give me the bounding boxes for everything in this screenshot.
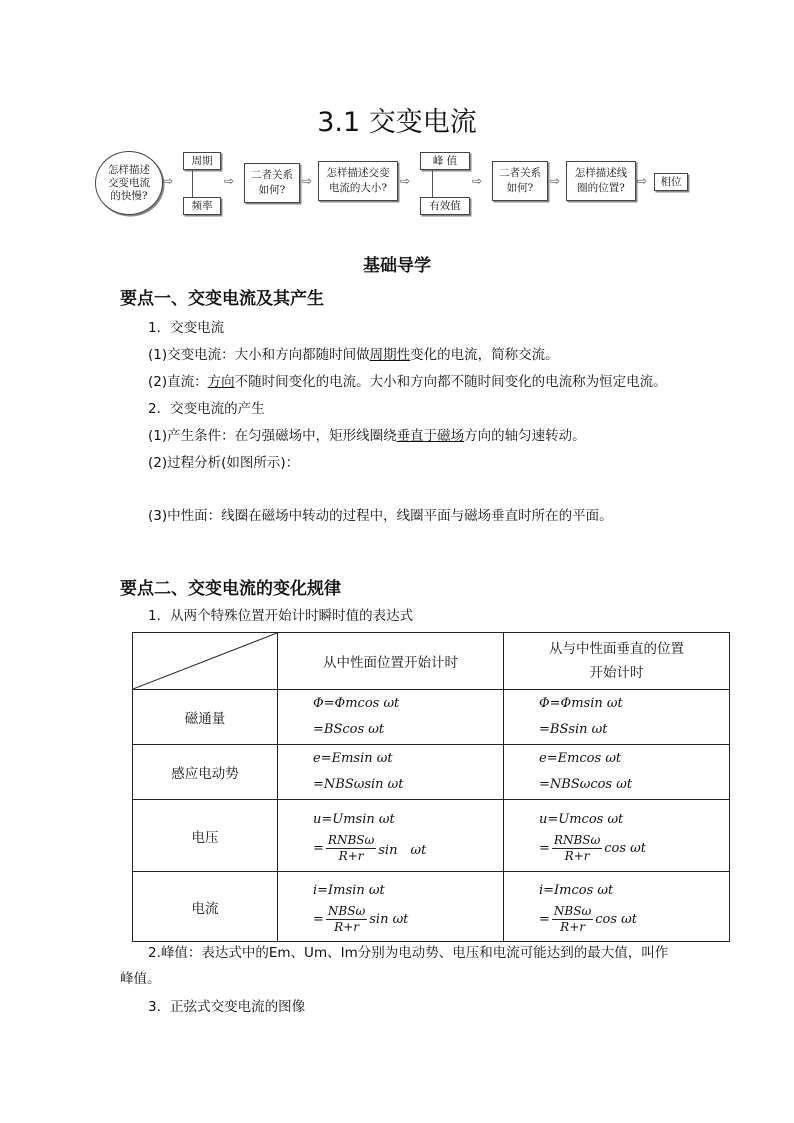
point1-heading: 要点一、交变电流及其产生 [120, 289, 324, 309]
point2-s2-a: 2.峰值：表达式中的Em、Um、Im分别为电动势、电压和电流可能达到的最大值，叫作 [148, 945, 669, 961]
point1-s1-1: (1)交变电流：大小和方向都随时间做周期性变化的电流，简称交流。 [148, 347, 559, 363]
point2-s1: 1．从两个特殊位置开始计时瞬时值的表达式 [148, 608, 414, 624]
arrow-icon: ⇨ [163, 174, 174, 188]
map-effective: 有效值 [420, 197, 470, 215]
diagonal-line [133, 633, 277, 689]
point1-s1-2: (2)直流：方向不随时间变化的电流。大小和方向都不随时间变化的电流称为恒定电流。 [148, 374, 667, 390]
diagonal-header-cell [133, 633, 278, 690]
page-title: 3.1 交变电流 [317, 107, 477, 138]
formula-cell: e=Emsin ωt =NBSωsin ωt [278, 745, 504, 800]
formula-cell: e=Emcos ωt =NBSωcos ωt [504, 745, 730, 800]
point1-s2-1: (1)产生条件：在匀强磁场中，矩形线圈绕垂直于磁场方向的轴匀速转动。 [148, 428, 586, 444]
point2-s3: 3．正弦式交变电流的图像 [148, 999, 306, 1015]
formula-cell: Φ=Φmsin ωt =BSsin ωt [504, 690, 730, 745]
arrow-icon: ⇨ [400, 174, 411, 188]
arrow-icon: ⇨ [302, 174, 313, 188]
map-period: 周期 [183, 152, 221, 170]
table-row [133, 690, 730, 745]
map-phase: 相位 [654, 173, 688, 191]
point1-s2-2: (2)过程分析(如图所示)： [148, 455, 300, 471]
col-header-perpendicular: 从与中性面垂直的位置 开始计时 [504, 633, 730, 690]
arrow-icon: ⇨ [637, 174, 648, 188]
col-header-neutral: 从中性面位置开始计时 [278, 633, 504, 690]
point1-s2: 2．交变电流的产生 [148, 401, 265, 417]
point1-s2-3: (3)中性面：线圈在磁场中转动的过程中，线圈平面与磁场垂直时所在的平面。 [148, 508, 613, 524]
map-relation-2: 二者关系如何? [492, 161, 548, 201]
map-start-node: 怎样描述交变电流的快慢? [95, 151, 163, 215]
map-position-question: 怎样描述线圈的位置? [566, 161, 636, 201]
table-row [133, 800, 730, 872]
arrow-icon: ⇨ [472, 174, 483, 188]
map-size-question: 怎样描述交变电流的大小? [318, 161, 398, 201]
point2-s2-b: 峰值。 [120, 971, 161, 987]
arrow-icon: ⇨ [550, 174, 561, 188]
bracket-line [432, 169, 433, 197]
row-label: 感应电动势 [133, 745, 278, 800]
formula-cell: Φ=Φmcos ωt =BScos ωt [278, 690, 504, 745]
map-relation-1: 二者关系如何? [244, 163, 300, 203]
formula-cell: i=Imsin ωt = $\frac{\text{NBSω}}{R+r}$ sin ωt [278, 872, 504, 942]
map-peak: 峰 值 [420, 152, 470, 170]
formula-cell: u=Umcos ωt = $\frac{\text{RNBSω}}{R+r}$ cos ωt [504, 800, 730, 872]
row-label: 电压 [133, 800, 278, 872]
formula-cell: u=Umsin ωt = $\frac{\text{RNBSω}}{R+r}$ sin ωt [278, 800, 504, 872]
formula-table [132, 632, 730, 942]
table-row [133, 872, 730, 942]
bracket-line [192, 169, 193, 197]
row-label: 电流 [133, 872, 278, 942]
point1-s1: 1．交变电流 [148, 320, 225, 336]
section-title: 基础导学 [363, 256, 431, 276]
row-label: 磁通量 [133, 690, 278, 745]
point2-heading: 要点二、交变电流的变化规律 [120, 579, 341, 599]
table-row [133, 745, 730, 800]
formula-cell: i=Imcos ωt = $\frac{\text{NBSω}}{R+r}$ cos ωt [504, 872, 730, 942]
arrow-icon: ⇨ [224, 174, 235, 188]
map-frequency: 频率 [183, 197, 221, 215]
